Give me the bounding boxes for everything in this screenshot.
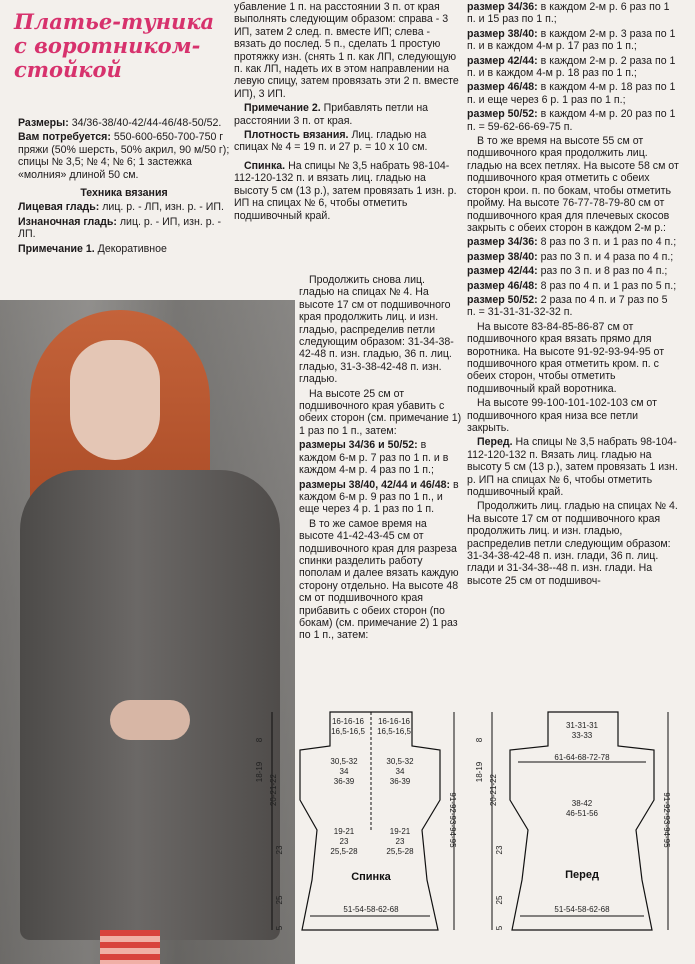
back-top-left-2: 16,5-16,5 [331,727,365,736]
back-height-1: 8 [255,737,264,743]
back-top-left-1: 16-16-16 [331,717,365,726]
shoulder-size-value: 8 раз по 3 п. и 1 раз по 4 п.; [540,236,677,249]
back-top-right-1: 16-16-16 [377,717,411,726]
column-2-lower [299,274,462,644]
front-shoulder-width: 61-64-68-72-78 [554,753,610,762]
back-height-5: 25 [275,895,284,905]
stockinette-value: лиц. р. - ЛП, изн. р. - ИП. [102,201,224,214]
row-size-label: размер 34/36: [467,1,538,13]
title-line: стойкой [14,57,122,82]
size-group-2-value: в каждом 6-м р. 9 раз по 1 п., и еще через 4 р. 1 раз по 1 п. [299,478,459,516]
back-label: Спинка [351,871,391,883]
collar-text: На высоте 83-84-85-86-87 см от подшивочного края вязать прямо для воротника. На высоте 91-92-93-94-95 от подшивочного края отметить кром. п. с обеих сторон, чтобы отметить подшивочный край воротника. [467,320,665,395]
front-label: Перед [565,869,599,881]
front-height-6: 5 [495,925,504,931]
back-text-4: В то же самое время на высоте 41-42-43-45 см от подшивочного края для разреза спинки разделить работу пополам и далее вязать каждую сторону отдельно. На высоте 48 см от подшивочного края прибавить с обеих сторон (по бокам) (см. примечание 2) 1 раз по 1 п., затем: [299,517,459,642]
materials-label: Вам потребуется: [18,131,111,144]
row-size-value: в каждом 4-м р. 20 раз по 1 п. = 59-62-66-69-75 п. [467,108,676,133]
back-waist-right-1: 19-21 [389,827,411,836]
note1-label: Примечание 1. [18,242,95,255]
row-size-value: в каждом 2-м р. 3 раза по 1 п. и в каждом 4-м р. 17 раз по 1 п.; [467,27,676,53]
back-shoulder-left-2: 34 [339,767,349,776]
row-size-label: размер 38/40: [467,27,538,40]
row-size-label: размер 46/48: [467,81,538,94]
note2-value: Прибавлять петли на расстоянии 3 п. от края. [234,102,429,127]
title-line: Платье-туника [14,9,215,34]
front-text-2: Продолжить лиц. гладью на спицах № 4. На высоте 17 см от подшивочного края продолжить лиц. и изн. гладью, распределив петли следующим образом: 31-34-38-42-48 п. изн. глади, 36 п. лиц. глади и 31-34-38--48 п. изн. глади. На высоте 25 см от подшивоч- [467,500,678,587]
shoulder-size-label: размер 46/48: [467,279,538,292]
front-diagram [475,700,678,940]
front-height-4: 23 [495,845,504,855]
front-heading: Перед. [477,436,513,449]
back-height-2: 18-19 [255,761,264,783]
shoulder-size-label: размер 38/40: [467,250,538,263]
shoulder-size-value: раз по 3 п. и 8 раз по 4 п.; [540,265,668,278]
row-size-label: размер 50/52: [467,108,538,121]
sizes-label: Размеры: [18,117,69,129]
back-shoulder-left-1: 30,5-32 [330,757,358,766]
front-height-5: 25 [495,895,504,905]
front-schematic [475,700,678,940]
back-waist-left-2: 23 [339,837,349,846]
back-total-height: 91-92-93-94-95 [448,792,457,848]
gauge-value: Лиц. гладью на спицах № 4 = 19 п. и 27 р. = 10 х 10 см. [234,129,428,154]
column-2-top [234,1,462,224]
shoulder-size-label: размер 42/44: [467,265,538,278]
back-waist-left-3: 25,5-28 [330,847,358,856]
front-waist-1: 38-42 [571,799,593,808]
back-shoulder-right-3: 36-39 [389,777,411,786]
row-size-label: размер 42/44: [467,54,538,67]
shoulder-size-value: 8 раз по 4 п. и 1 раз по 5 п.; [540,279,677,292]
back-text-2: Продолжить снова лиц. гладью на спицах № 4. На высоте 17 см от подшивочного края продолжить лиц. и изн. гладью, распределив петли следующим образом: 31-34-38-42-48 п. изн. гладью, 36 п. лиц. гладью, 31-3-38-42-48 п. изн. гладью. [299,274,454,386]
shoulder-size-label: размер 50/52: [467,293,538,306]
reverse-stockinette-value: лиц. р. - ИП, изн. р. - ЛП. [18,215,222,241]
model-photo [0,300,295,964]
materials-value: 550-600-650-700-750 г пряжи (50% шерсть, 50% акрил, 90 м/50 г); спицы № 3,5; № 4; № 6; 1 застежка «молния» длиной 50 см. [18,131,230,181]
back-height-3: 20-21-22 [269,773,278,807]
note2-label: Примечание 2. [244,102,321,115]
row-size-value: в каждом 2-м р. 6 раз по 1 п. и 15 раз по 1 п.; [467,1,670,26]
reverse-stockinette-label: Изнаночная гладь: [18,215,117,228]
page-title [14,10,229,82]
back-shoulder-right-2: 34 [395,767,405,776]
back-shoulder-left-3: 36-39 [333,777,355,786]
shoulder-size-label: размер 34/36: [467,236,538,249]
size-group-1-label: размеры 34/36 и 50/52: [299,439,418,452]
front-total-height: 91-92-93-94-95 [662,792,671,848]
gauge-label: Плотность вязания. [244,129,349,142]
stockinette-label: Лицевая гладь: [18,201,100,214]
technique-heading: Техника вязания [80,187,168,200]
title-line: с воротником- [14,33,201,58]
bindoff-text: На высоте 99-100-101-102-103 см от подшивочного края низа все петли закрыть. [467,397,657,434]
back-diagram [255,700,458,940]
back-shoulder-right-1: 30,5-32 [386,757,414,766]
note1-value: Декоративное [97,242,167,255]
back-bottom-width: 51-54-58-62-68 [343,905,399,914]
back-schematic [255,700,458,940]
shoulder-size-value: раз по 3 п. и 4 раза по 4 п.; [540,250,674,263]
front-height-3: 20-21-22 [489,773,498,807]
back-waist-right-2: 23 [395,837,405,846]
back-waist-right-3: 25,5-28 [386,847,414,856]
back-waist-left-1: 19-21 [333,827,355,836]
front-top-1: 31-31-31 [565,721,599,730]
back-heading: Спинка. [244,159,286,172]
front-height-1: 8 [475,737,484,743]
sizes-value: 34/36-38/40-42/44-46/48-50/52. [71,117,222,129]
row-size-value: в каждом 4-м р. 18 раз по 1 п. и еще через 6 р. 1 раз по 1 п.; [467,81,676,106]
back-height-4: 23 [275,845,284,855]
front-height-2: 18-19 [475,761,484,783]
decrease-instructions: убавление 1 п. на расстоянии 3 п. от края выполнять следующим образом: справа - 3 ИП, затем 2 след. п. вместе ИП; слева - вязать до послед. 5 п., сделать 1 простую протяжку изн. (снять 1 п. как ЛП, следующую п. как ЛП, надеть их в этом направлении на левую спицу, затем провязать эти 2 п. вместе ИП), 3 ИП. [234,1,459,100]
back-height-6: 5 [275,925,284,931]
back-text: На спицы № 3,5 набрать 98-104-112-120-132 п. и вязать лиц. гладью на высоту 5 см (13 р.), затем провязать 1 изн. р. ИП на спицах № 6, чтобы отметить подшивочный край. [234,159,457,222]
row-size-value: в каждом 2-м р. 2 раза по 1 п. и в каждом 4-м р. 18 раз по 1 п.; [467,54,676,80]
size-group-1-value: в каждом 6-м р. 7 раз по 1 п. и в каждом 4-м р. 4 раз по 1 п.; [299,439,449,477]
front-text: На спицы № 3,5 набрать 98-104-112-120-132 п. Вязать лиц. гладью на высоту 5 см (13 р.), затем провязать 1 изн. р. ИП на спицах № 6, чтобы отметить подшивочный край. [467,436,678,499]
front-bottom-width: 51-54-58-62-68 [554,905,610,914]
back-top-right-2: 16,5-16,5 [377,727,411,736]
shoulder-size-value: 2 раза по 4 п. и 7 раз по 5 п. = 31-31-31-32-32 п. [467,293,668,319]
back-text-3: На высоте 25 см от подшивочного края убавить с обеих сторон (см. примечание 1) 1 раз по 1 п., затем: [299,387,462,437]
armhole-text: В то же время на высоте 55 см от подшивочного края продолжить лиц. гладью на всех петлях. На высоте 58 см от подшивочного края отметить с обеих сторон крои. п. по бокам, чтобы отметить пройму. На высоте 76-77-78-79-80 см от подшивочного края для плечевых скосов закрыть с обеих сторон в каждом 2-м р.: [467,135,679,234]
column-1 [18,117,230,257]
front-waist-2: 46-51-56 [565,809,599,818]
column-3 [467,1,679,589]
size-group-2-label: размеры 38/40, 42/44 и 46/48: [299,478,451,491]
front-top-2: 33-33 [571,731,593,740]
